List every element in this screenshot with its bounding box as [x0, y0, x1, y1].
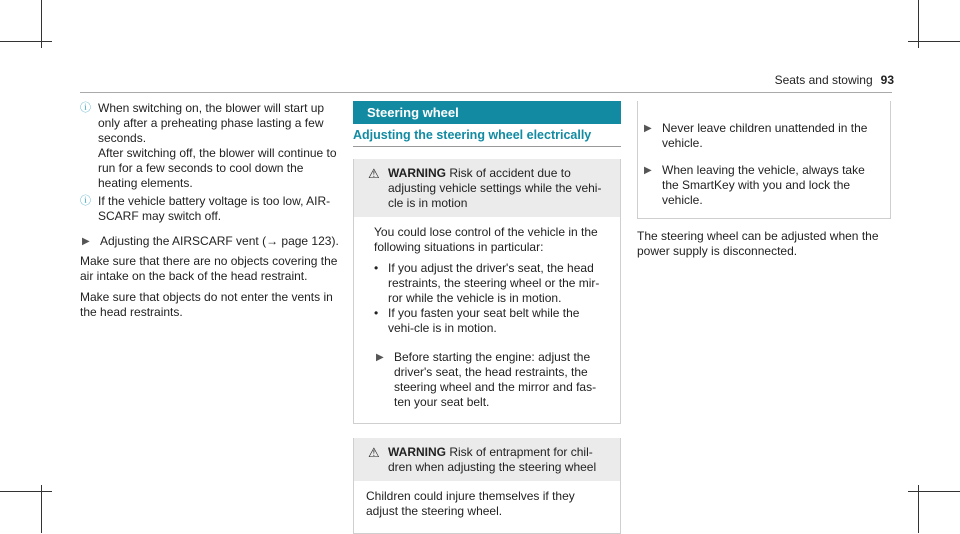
instruction — [642, 121, 880, 151]
running-head-title: Seats and stowing — [774, 73, 873, 87]
list-item-text: If you adjust the driver's seat, the head restraints, the steering wheel or the mir-ror while the vehicle is in motion. — [388, 261, 600, 305]
warning-heading — [388, 445, 612, 475]
paragraph: Make sure that there are no objects covering the air intake on the back of the head restraint. — [80, 254, 338, 283]
list-item — [374, 306, 608, 336]
list-item — [374, 261, 608, 306]
warning-body — [354, 217, 620, 423]
crop-mark — [908, 41, 960, 42]
crop-mark — [41, 485, 42, 533]
note-text: When switching on, the blower will start up only after a preheating phase lasting a few seconds. — [98, 101, 325, 145]
warning-box — [353, 159, 621, 424]
page-number: 93 — [880, 73, 894, 87]
warning-heading — [388, 166, 612, 211]
instruction-text: Adjusting the AIRSCARF vent (→ page 123). — [100, 234, 339, 248]
crop-mark — [0, 41, 52, 42]
warning-body — [354, 481, 620, 533]
column-middle — [353, 101, 621, 534]
arrow-icon: ▶ — [644, 165, 652, 176]
bullet-dot: • — [374, 306, 379, 320]
warning-heading-text: Risk of accident due to adjusting vehicle settings while the vehi-cle is in motion — [388, 166, 602, 210]
arrow-icon: ▶ — [644, 123, 652, 134]
note-text: After switching off, the blower will continue to run for a few seconds to cool down the heating elements. — [98, 146, 337, 190]
warning-header — [354, 438, 620, 481]
column-right — [637, 101, 891, 265]
note — [80, 101, 346, 191]
instruction-text: Never leave children unattended in the vehicle. — [662, 121, 868, 150]
warning-label: WARNING — [388, 445, 446, 459]
arrow-icon: ▶ — [376, 352, 384, 363]
paragraph: The steering wheel can be adjusted when the power supply is disconnected. — [637, 229, 879, 258]
crop-mark — [918, 485, 919, 533]
crop-mark — [0, 491, 52, 492]
list-item-text: If you fasten your seat belt while the vehi-cle is in motion. — [388, 306, 580, 335]
instruction-text: When leaving the vehicle, always take the SmartKey with you and lock the vehicle. — [662, 163, 865, 207]
instruction-text: Before starting the engine: adjust the driver's seat, the head restraints, the steering wheel and the mirror and fas-ten your seat belt. — [394, 350, 597, 409]
warning-text: Children could injure themselves if they adjust the steering wheel. — [366, 489, 575, 518]
bullet-dot: • — [374, 261, 379, 275]
paragraph: Make sure that objects do not enter the vents in the head restraints. — [80, 290, 333, 319]
info-icon: ⓘ — [80, 195, 91, 207]
header-rule — [80, 92, 892, 93]
note — [80, 194, 346, 224]
info-icon: ⓘ — [80, 102, 91, 114]
running-head — [775, 73, 894, 88]
crop-mark — [908, 491, 960, 492]
instruction — [80, 234, 346, 249]
warning-intro: You could lose control of the vehicle in the following situations in particular: — [374, 225, 598, 254]
warning-box — [353, 438, 621, 534]
section-title: Steering wheel — [353, 101, 621, 124]
warning-icon: ⚠ — [368, 166, 380, 181]
arrow-icon: ▶ — [82, 236, 90, 247]
subheading: Adjusting the steering wheel electrically — [353, 128, 621, 147]
instruction — [642, 163, 880, 208]
instruction-box — [637, 101, 891, 219]
column-left — [80, 101, 346, 326]
warning-heading-text: Risk of entrapment for chil-dren when adjusting the steering wheel — [388, 445, 597, 474]
warning-header — [354, 159, 620, 217]
warning-icon: ⚠ — [368, 445, 380, 460]
instruction — [374, 350, 608, 410]
note-text: If the vehicle battery voltage is too low, AIR-SCARF may switch off. — [98, 194, 331, 223]
warning-label: WARNING — [388, 166, 446, 180]
